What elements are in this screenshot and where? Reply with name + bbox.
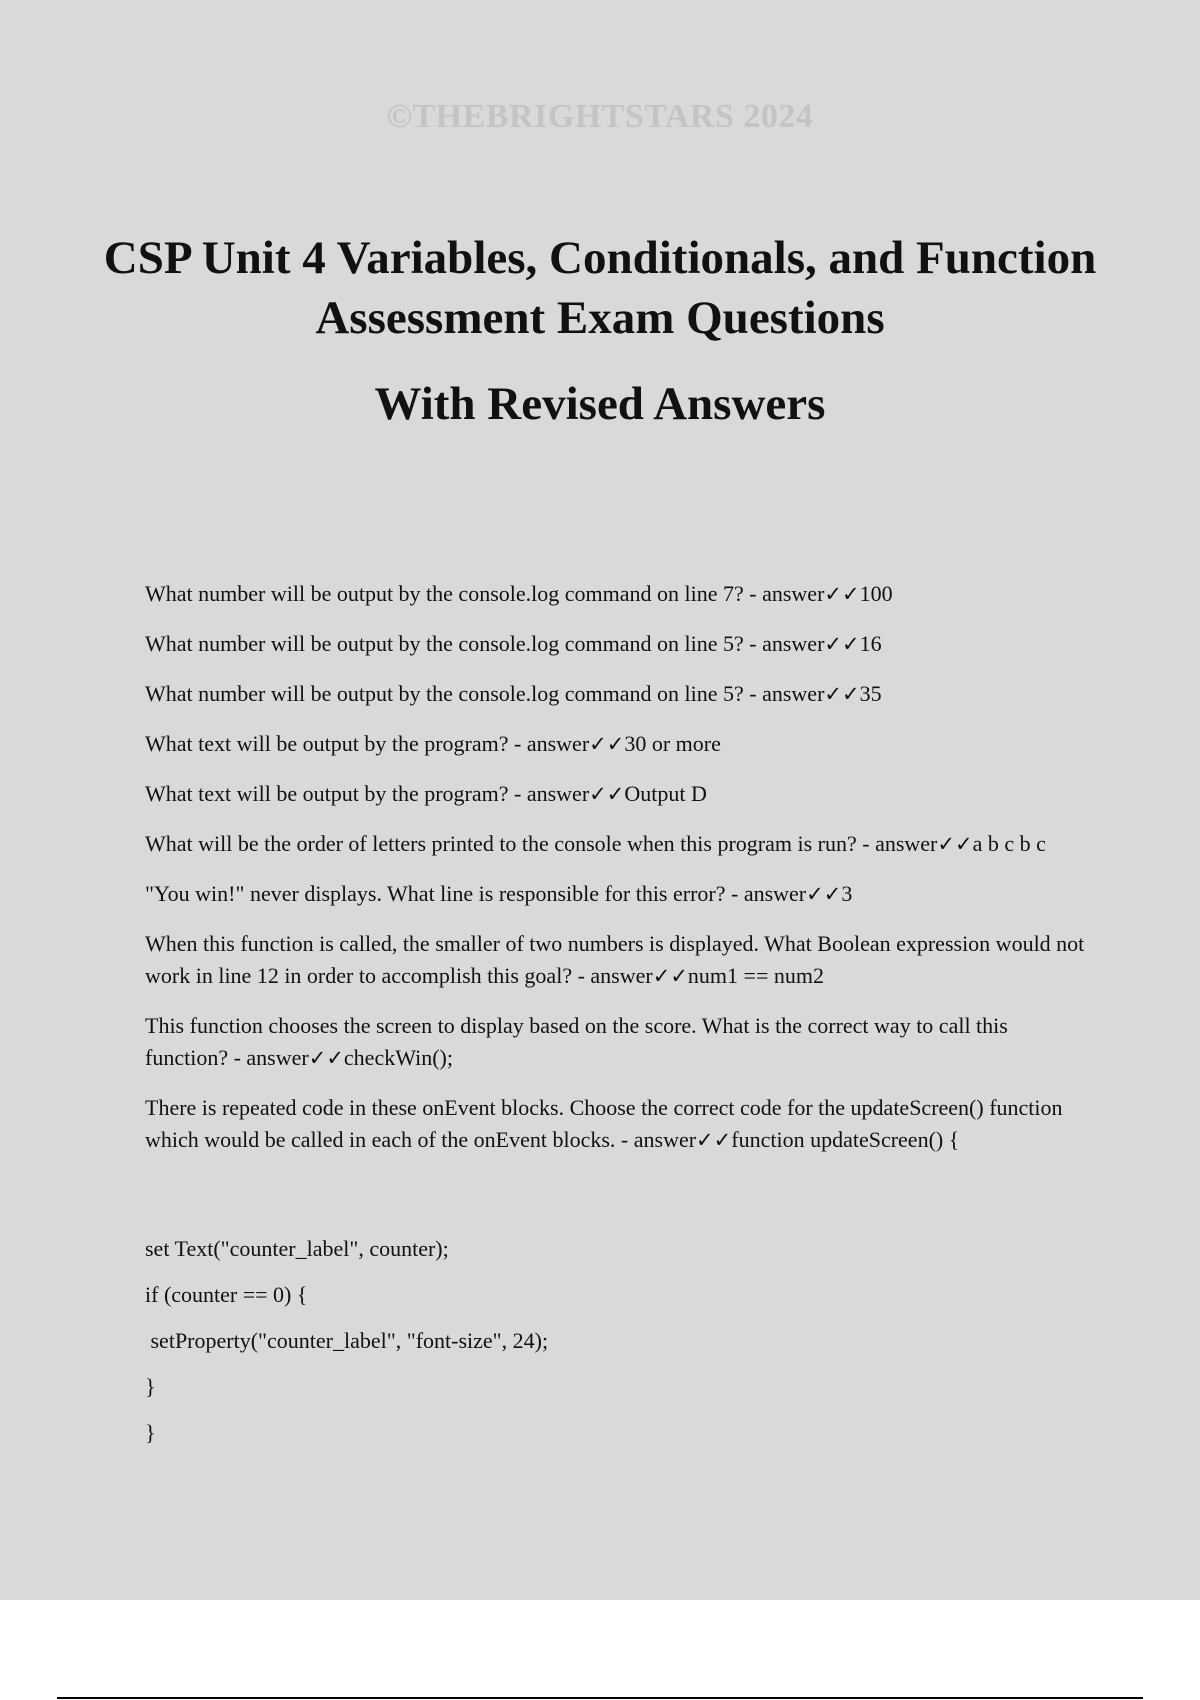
answer-text: 100 (859, 581, 893, 606)
code-line: set Text("counter_label", counter); (145, 1236, 449, 1261)
qa-item (145, 728, 1090, 760)
double-check-icon: ✓✓ (308, 1046, 344, 1070)
answer-text: a b c b c (972, 831, 1046, 856)
double-check-icon: ✓✓ (824, 582, 860, 606)
question-answer-list (145, 578, 1090, 1174)
question-text: What text will be output by the program? - answer (145, 731, 590, 756)
double-check-icon: ✓✓ (824, 682, 860, 706)
qa-item (145, 678, 1090, 710)
qa-item (145, 628, 1090, 660)
answer-text: function updateScreen() { (731, 1127, 960, 1152)
code-line: } (145, 1420, 156, 1445)
question-text: "You win!" never displays. What line is responsible for this error? - answer (145, 881, 807, 906)
question-text: When this function is called, the smaller of two numbers is displayed. What Boolean expression would not work in line 12 in order to accomplish this goal? - answer (145, 931, 1085, 988)
code-block (145, 1233, 1090, 1463)
question-text: What text will be output by the program? - answer (145, 781, 590, 806)
answer-text: 35 (859, 681, 882, 706)
footer-divider (57, 1697, 1143, 1699)
double-check-icon: ✓✓ (652, 964, 688, 988)
question-text: What number will be output by the console.log command on line 5? - answer (145, 631, 825, 656)
double-check-icon: ✓✓ (589, 732, 625, 756)
qa-item (145, 1092, 1090, 1156)
qa-item (145, 1010, 1090, 1074)
double-check-icon: ✓✓ (806, 882, 842, 906)
document-title: CSP Unit 4 Variables, Conditionals, and Function Assessment Exam Questions (103, 232, 1097, 344)
qa-item (145, 928, 1090, 992)
code-line: if (counter == 0) { (145, 1282, 308, 1307)
document-subtitle: With Revised Answers (374, 378, 826, 430)
answer-text: checkWin(); (343, 1045, 453, 1070)
answer-text: Output D (624, 781, 707, 806)
double-check-icon: ✓✓ (937, 832, 973, 856)
qa-item (145, 878, 1090, 910)
qa-item (145, 778, 1090, 810)
qa-item (145, 578, 1090, 610)
double-check-icon: ✓✓ (824, 632, 860, 656)
question-text: This function chooses the screen to display based on the score. What is the correct way to call this function? - answer (145, 1013, 1008, 1070)
question-text: There is repeated code in these onEvent blocks. Choose the correct code for the updateScreen() function which would be called in each of the onEvent blocks. - answer (145, 1095, 1063, 1152)
question-text: What number will be output by the console.log command on line 5? - answer (145, 681, 825, 706)
double-check-icon: ✓✓ (589, 782, 625, 806)
answer-text: 3 (841, 881, 853, 906)
answer-text: 16 (859, 631, 882, 656)
code-line: setProperty("counter_label", "font-size", 24); (145, 1328, 549, 1353)
question-text: What number will be output by the console.log command on line 7? - answer (145, 581, 825, 606)
qa-item (145, 828, 1090, 860)
double-check-icon: ✓✓ (696, 1128, 732, 1152)
code-line: } (145, 1374, 156, 1399)
question-text: What will be the order of letters printed to the console when this program is run? - answer (145, 831, 938, 856)
watermark: ©THEBRIGHTSTARS 2024 (386, 98, 814, 135)
answer-text: 30 or more (624, 731, 721, 756)
answer-text: num1 == num2 (687, 963, 824, 988)
